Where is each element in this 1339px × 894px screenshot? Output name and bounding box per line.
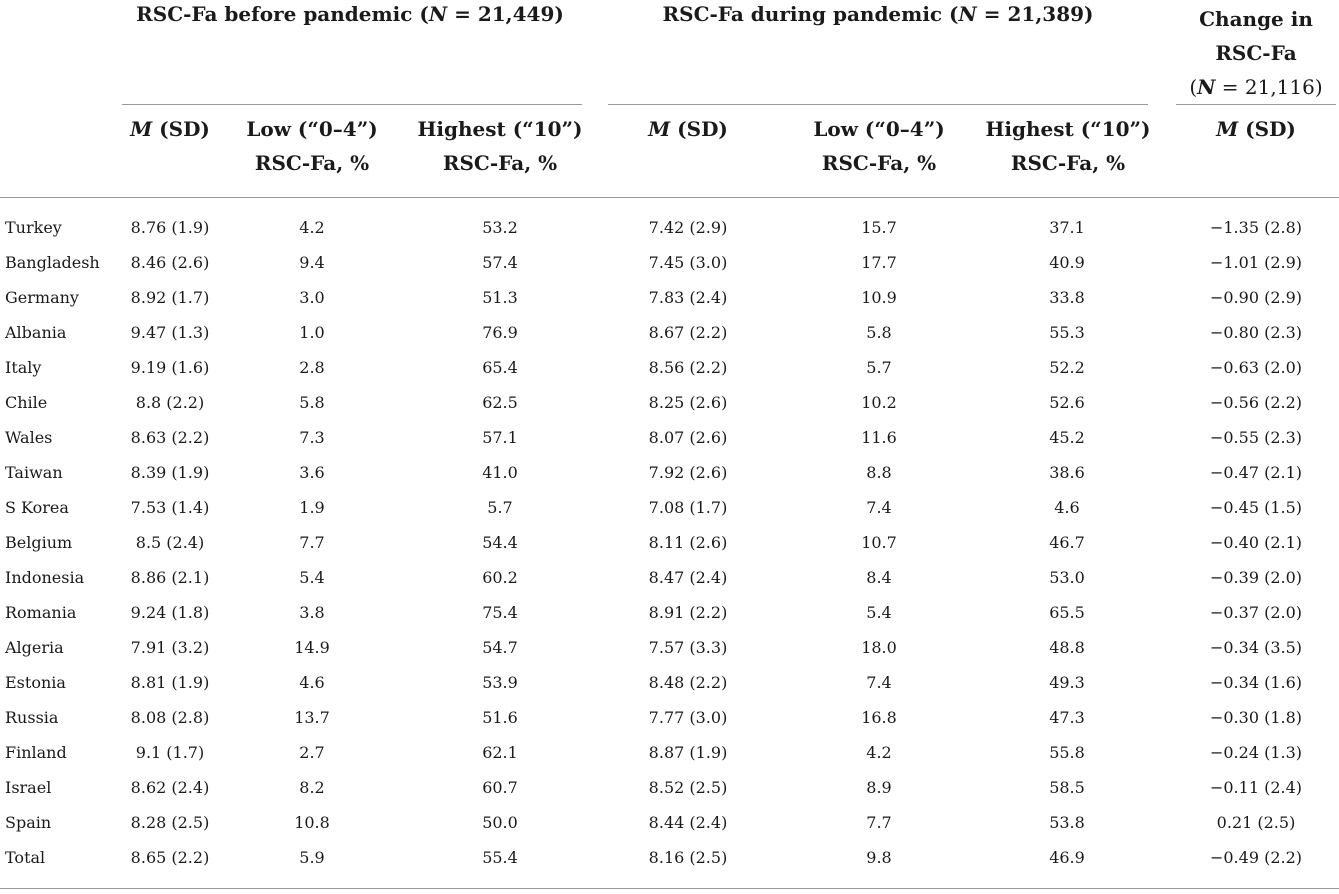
table-cell: 11.6 <box>861 428 897 447</box>
row-label: Algeria <box>5 638 64 657</box>
group-rule-change <box>1176 104 1336 105</box>
table-cell: 8.11 (2.6) <box>648 533 728 552</box>
table-cell: 57.1 <box>482 428 518 447</box>
table-cell: 7.42 (2.9) <box>648 218 728 237</box>
table-cell: 3.0 <box>299 288 325 307</box>
table-cell: 55.4 <box>482 848 518 867</box>
row-label: Germany <box>5 288 79 307</box>
subheader-during-low: Low (“0–4”) RSC-Fa, % <box>813 117 945 175</box>
table-cell: 51.3 <box>482 288 518 307</box>
table-cell: 7.08 (1.7) <box>648 498 728 517</box>
table-cell: 37.1 <box>1049 218 1085 237</box>
table-cell: 9.8 <box>866 848 892 867</box>
table-cell: 4.2 <box>866 743 892 762</box>
table-cell: 9.47 (1.3) <box>130 323 210 342</box>
table-cell: −0.56 (2.2) <box>1209 393 1303 412</box>
table-cell: 7.77 (3.0) <box>648 708 728 727</box>
table-cell: 48.8 <box>1049 638 1085 657</box>
table-cell: 1.0 <box>299 323 325 342</box>
table-cell: 53.0 <box>1049 568 1085 587</box>
table-cell: 8.56 (2.2) <box>648 358 728 377</box>
table-cell: 8.46 (2.6) <box>130 253 210 272</box>
row-label: Turkey <box>5 218 62 237</box>
table-cell: 75.4 <box>482 603 518 622</box>
table-cell: 8.5 (2.4) <box>135 533 205 552</box>
table-cell: 14.9 <box>294 638 330 657</box>
subheader-before-high: Highest (“10”) RSC-Fa, % <box>417 117 583 175</box>
table-cell: 7.45 (3.0) <box>648 253 728 272</box>
row-label: Bangladesh <box>5 253 100 272</box>
table-cell: 15.7 <box>861 218 897 237</box>
table-cell: 10.8 <box>294 813 330 832</box>
table-cell: 17.7 <box>861 253 897 272</box>
table-cell: 55.8 <box>1049 743 1085 762</box>
table-cell: 1.9 <box>299 498 325 517</box>
table-cell: −0.34 (3.5) <box>1209 638 1303 657</box>
table-cell: 5.8 <box>866 323 892 342</box>
table-cell: 4.6 <box>299 673 325 692</box>
table-cell: 3.8 <box>299 603 325 622</box>
table-cell: −0.63 (2.0) <box>1209 358 1303 377</box>
table-cell: 7.92 (2.6) <box>648 463 728 482</box>
row-label: Estonia <box>5 673 66 692</box>
table-cell: 50.0 <box>482 813 518 832</box>
table-cell: 51.6 <box>482 708 518 727</box>
table-cell: 76.9 <box>482 323 518 342</box>
table-cell: 8.76 (1.9) <box>130 218 210 237</box>
row-label: Indonesia <box>5 568 85 587</box>
table-cell: −0.37 (2.0) <box>1209 603 1303 622</box>
table-cell: 58.5 <box>1049 778 1085 797</box>
table-cell: 62.1 <box>482 743 518 762</box>
table-cell: 3.6 <box>299 463 325 482</box>
row-label: Chile <box>5 393 48 412</box>
table-cell: 47.3 <box>1049 708 1085 727</box>
table-cell: 65.5 <box>1049 603 1085 622</box>
table-cell: −0.80 (2.3) <box>1209 323 1303 342</box>
table-cell: 54.7 <box>482 638 518 657</box>
table-cell: 46.7 <box>1049 533 1085 552</box>
table-cell: 7.7 <box>299 533 325 552</box>
row-label: Finland <box>5 743 67 762</box>
table-cell: −0.55 (2.3) <box>1209 428 1303 447</box>
table-cell: 2.7 <box>299 743 325 762</box>
table-cell: −0.47 (2.1) <box>1209 463 1303 482</box>
table-cell: 46.9 <box>1049 848 1085 867</box>
table-cell: −0.11 (2.4) <box>1209 778 1303 797</box>
subheader-before-mean: M (SD) <box>130 117 210 141</box>
table-cell: 53.9 <box>482 673 518 692</box>
table-cell: 13.7 <box>294 708 330 727</box>
table-cell: 7.4 <box>866 498 892 517</box>
subheader-change-mean: M (SD) <box>1216 117 1296 141</box>
table-cell: 0.21 (2.5) <box>1216 813 1296 832</box>
table-cell: 8.07 (2.6) <box>648 428 728 447</box>
table-cell: 7.91 (3.2) <box>130 638 210 657</box>
table-cell: 9.1 (1.7) <box>135 743 205 762</box>
table-cell: 65.4 <box>482 358 518 377</box>
subheader-during-mean: M (SD) <box>648 117 728 141</box>
row-label: Total <box>5 848 46 867</box>
table-cell: 8.39 (1.9) <box>130 463 210 482</box>
row-label: Spain <box>5 813 52 832</box>
table-cell: 7.57 (3.3) <box>648 638 728 657</box>
table-cell: −0.49 (2.2) <box>1209 848 1303 867</box>
row-label: S Korea <box>5 498 69 517</box>
table-cell: 8.65 (2.2) <box>130 848 210 867</box>
table-cell: 7.83 (2.4) <box>648 288 728 307</box>
table-cell: 8.28 (2.5) <box>130 813 210 832</box>
table-cell: 8.47 (2.4) <box>648 568 728 587</box>
table-cell: 8.25 (2.6) <box>648 393 728 412</box>
row-label: Belgium <box>5 533 73 552</box>
table-cell: 8.8 (2.2) <box>135 393 205 412</box>
table-cell: 5.4 <box>299 568 325 587</box>
group-rule-during <box>608 104 1148 105</box>
table-cell: 55.3 <box>1049 323 1085 342</box>
table-cell: 45.2 <box>1049 428 1085 447</box>
table-cell: 7.4 <box>866 673 892 692</box>
table-cell: 7.53 (1.4) <box>130 498 210 517</box>
table-cell: 8.9 <box>866 778 892 797</box>
group-header-change: Change in RSC-Fa (N = 21,116) <box>1189 7 1323 99</box>
table-cell: 8.48 (2.2) <box>648 673 728 692</box>
table-cell: 33.8 <box>1049 288 1085 307</box>
table-cell: 5.4 <box>866 603 892 622</box>
table-cell: 8.92 (1.7) <box>130 288 210 307</box>
table-cell: 8.62 (2.4) <box>130 778 210 797</box>
table-cell: 9.24 (1.8) <box>130 603 210 622</box>
table-cell: 10.9 <box>861 288 897 307</box>
table-cell: 40.9 <box>1049 253 1085 272</box>
table-cell: −0.24 (1.3) <box>1209 743 1303 762</box>
table-cell: 8.86 (2.1) <box>130 568 210 587</box>
table-cell: 2.8 <box>299 358 325 377</box>
table-cell: −0.90 (2.9) <box>1209 288 1303 307</box>
table-cell: −0.39 (2.0) <box>1209 568 1303 587</box>
table-cell: 8.67 (2.2) <box>648 323 728 342</box>
table-cell: 8.08 (2.8) <box>130 708 210 727</box>
table-cell: −1.35 (2.8) <box>1209 218 1303 237</box>
table-cell: 9.4 <box>299 253 325 272</box>
table-cell: 60.7 <box>482 778 518 797</box>
row-label: Albania <box>5 323 67 342</box>
table-cell: 8.87 (1.9) <box>648 743 728 762</box>
table-cell: 18.0 <box>861 638 897 657</box>
table-cell: −0.45 (1.5) <box>1209 498 1303 517</box>
table-cell: 41.0 <box>482 463 518 482</box>
table-cell: −0.40 (2.1) <box>1209 533 1303 552</box>
table-cell: 5.7 <box>487 498 513 517</box>
table-cell: 4.6 <box>1054 498 1080 517</box>
row-label: Taiwan <box>5 463 63 482</box>
table-cell: 5.9 <box>299 848 325 867</box>
table-cell: 8.4 <box>866 568 892 587</box>
table-cell: 52.6 <box>1049 393 1085 412</box>
table-cell: 8.63 (2.2) <box>130 428 210 447</box>
table-cell: 8.16 (2.5) <box>648 848 728 867</box>
table-cell: 7.7 <box>866 813 892 832</box>
table-cell: 57.4 <box>482 253 518 272</box>
table-cell: 38.6 <box>1049 463 1085 482</box>
table-cell: 49.3 <box>1049 673 1085 692</box>
table-cell: 7.3 <box>299 428 325 447</box>
table-cell: 9.19 (1.6) <box>130 358 210 377</box>
table-cell: 53.8 <box>1049 813 1085 832</box>
table-cell: 16.8 <box>861 708 897 727</box>
table-cell: 10.2 <box>861 393 897 412</box>
row-label: Romania <box>5 603 77 622</box>
subheader-before-low: Low (“0–4”) RSC-Fa, % <box>246 117 378 175</box>
table-cell: 52.2 <box>1049 358 1085 377</box>
row-label: Wales <box>5 428 53 447</box>
table-cell: 8.91 (2.2) <box>648 603 728 622</box>
group-rule-before <box>122 104 582 105</box>
table-cell: 10.7 <box>861 533 897 552</box>
table-cell: 54.4 <box>482 533 518 552</box>
table-cell: 8.8 <box>866 463 892 482</box>
table-cell: 53.2 <box>482 218 518 237</box>
header-rule <box>0 197 1339 198</box>
table-cell: 62.5 <box>482 393 518 412</box>
table-cell: 8.81 (1.9) <box>130 673 210 692</box>
row-label: Russia <box>5 708 59 727</box>
group-header-before: RSC-Fa before pandemic (N = 21,449) <box>136 2 564 26</box>
table-cell: 5.8 <box>299 393 325 412</box>
table-cell: −0.30 (1.8) <box>1209 708 1303 727</box>
table-cell: 8.2 <box>299 778 325 797</box>
row-label: Israel <box>5 778 52 797</box>
subheader-during-high: Highest (“10”) RSC-Fa, % <box>985 117 1151 175</box>
row-label: Italy <box>5 358 42 377</box>
table-cell: −0.34 (1.6) <box>1209 673 1303 692</box>
table-cell: 60.2 <box>482 568 518 587</box>
table-cell: 8.52 (2.5) <box>648 778 728 797</box>
table-cell: 5.7 <box>866 358 892 377</box>
group-header-during: RSC-Fa during pandemic (N = 21,389) <box>662 2 1094 26</box>
table-cell: −1.01 (2.9) <box>1209 253 1303 272</box>
table-cell: 8.44 (2.4) <box>648 813 728 832</box>
table-cell: 4.2 <box>299 218 325 237</box>
bottom-rule <box>0 888 1339 889</box>
